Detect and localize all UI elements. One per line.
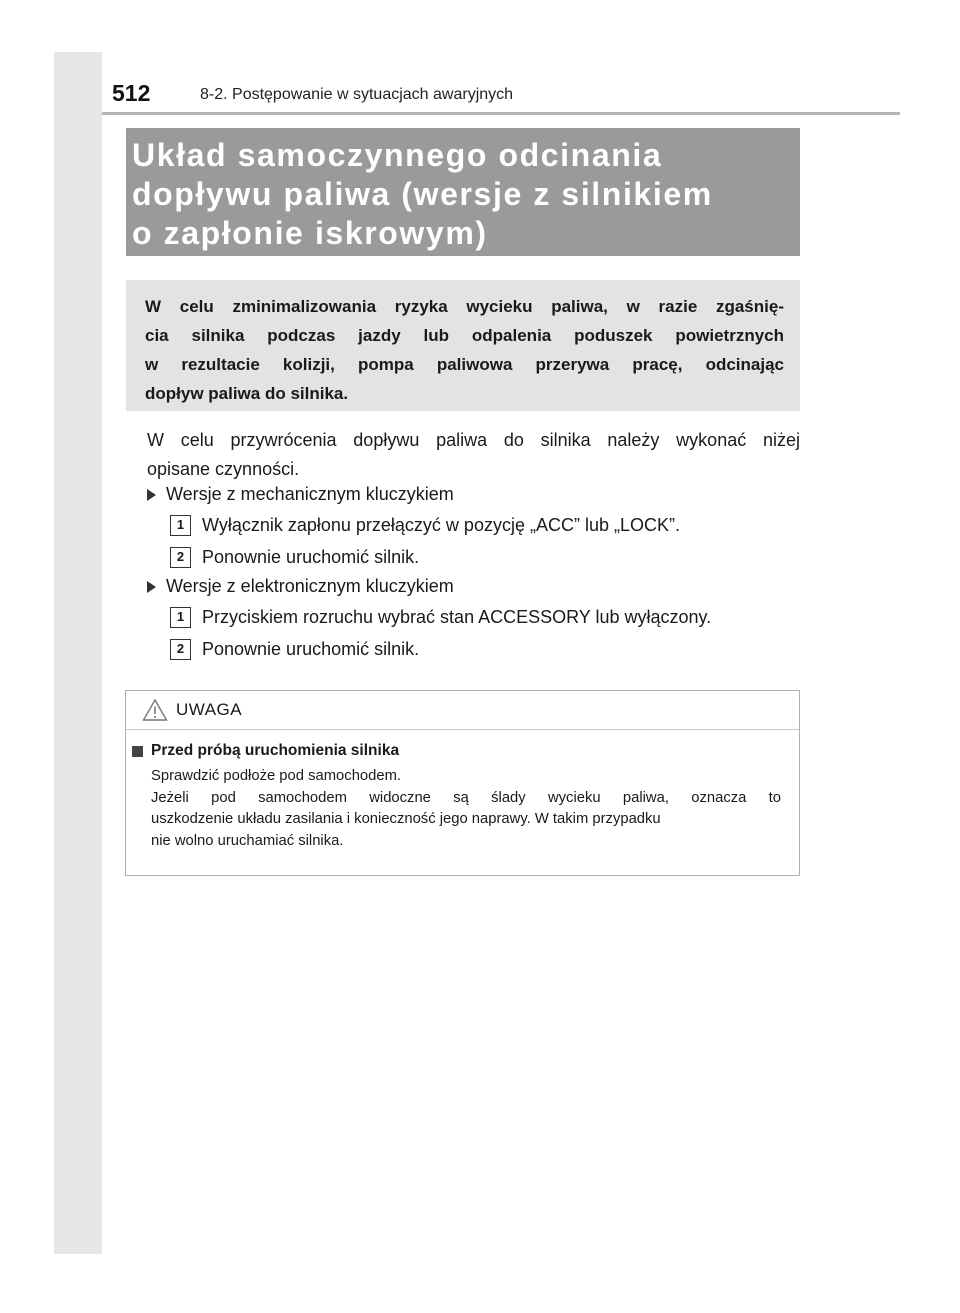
intro-line: dopływ paliwa do silnika. bbox=[145, 384, 349, 403]
warning-line: uszkodzenie układu zasilania i konieczność jego naprawy. W takim przypadku bbox=[151, 811, 661, 827]
step-item bbox=[170, 603, 711, 632]
warning-triangle-icon bbox=[142, 698, 168, 722]
step-text: Wyłącznik zapłonu przełączyć w pozycję „ACC” lub „LOCK”. bbox=[202, 515, 680, 535]
step-text: Ponownie uruchomić silnik. bbox=[202, 639, 420, 659]
group-heading-label: Wersje z mechanicznym kluczykiem bbox=[166, 484, 454, 504]
step-number-badge: 2 bbox=[170, 639, 191, 660]
body-line: opisane czynności. bbox=[147, 459, 300, 479]
intro-line: W celu zminimalizowania ryzyka wycieku paliwa, w razie zgaśnię- bbox=[145, 297, 784, 316]
step-item bbox=[170, 511, 680, 540]
warning-header bbox=[126, 691, 799, 730]
warning-subheading-label: Przed próbą uruchomienia silnika bbox=[151, 742, 400, 759]
side-band bbox=[54, 52, 102, 1254]
warning-line: Sprawdzić podłoże pod samochodem. bbox=[151, 768, 402, 784]
intro-box bbox=[126, 280, 800, 411]
title-box bbox=[126, 128, 800, 256]
group-heading-mechanical bbox=[147, 480, 454, 509]
title-line: dopływu paliwa (wersje z silnikiem bbox=[132, 176, 713, 212]
step-number-badge: 1 bbox=[170, 515, 191, 536]
warning-box bbox=[125, 690, 800, 876]
arrow-right-icon bbox=[147, 489, 156, 501]
title-line: Układ samoczynnego odcinania bbox=[132, 137, 663, 173]
square-bullet-icon bbox=[132, 746, 143, 757]
step-text: Przyciskiem rozruchu wybrać stan ACCESSORY lub wyłączony. bbox=[202, 607, 712, 627]
step-number-badge: 1 bbox=[170, 607, 191, 628]
header-divider bbox=[102, 112, 900, 115]
group-heading-label: Wersje z elektronicznym kluczykiem bbox=[166, 576, 454, 596]
section-title: 8-2. Postępowanie w sytuacjach awaryjnych bbox=[200, 86, 514, 103]
step-text: Ponownie uruchomić silnik. bbox=[202, 547, 420, 567]
step-item bbox=[170, 543, 419, 572]
warning-body bbox=[126, 730, 799, 852]
warning-line: Jeżeli pod samochodem widoczne są ślady wycieku paliwa, oznacza to bbox=[151, 789, 781, 806]
page-number: 512 bbox=[112, 80, 151, 106]
intro-line: w rezultacie kolizji, pompa paliwowa przerywa pracę, odcinając bbox=[145, 355, 784, 374]
title-line: o zapłonie iskrowym) bbox=[132, 215, 488, 251]
warning-title: UWAGA bbox=[176, 700, 243, 719]
warning-line: nie wolno uruchamiać silnika. bbox=[151, 832, 344, 849]
step-number-badge: 2 bbox=[170, 547, 191, 568]
step-item bbox=[170, 635, 419, 664]
body-line: W celu przywrócenia dopływu paliwa do silnika należy wykonać niżej bbox=[147, 430, 800, 450]
intro-line: cia silnika podczas jazdy lub odpalenia poduszek powietrznych bbox=[145, 326, 784, 345]
group-heading-electronic bbox=[147, 572, 454, 601]
warning-subheading bbox=[132, 742, 781, 760]
arrow-right-icon bbox=[147, 581, 156, 593]
